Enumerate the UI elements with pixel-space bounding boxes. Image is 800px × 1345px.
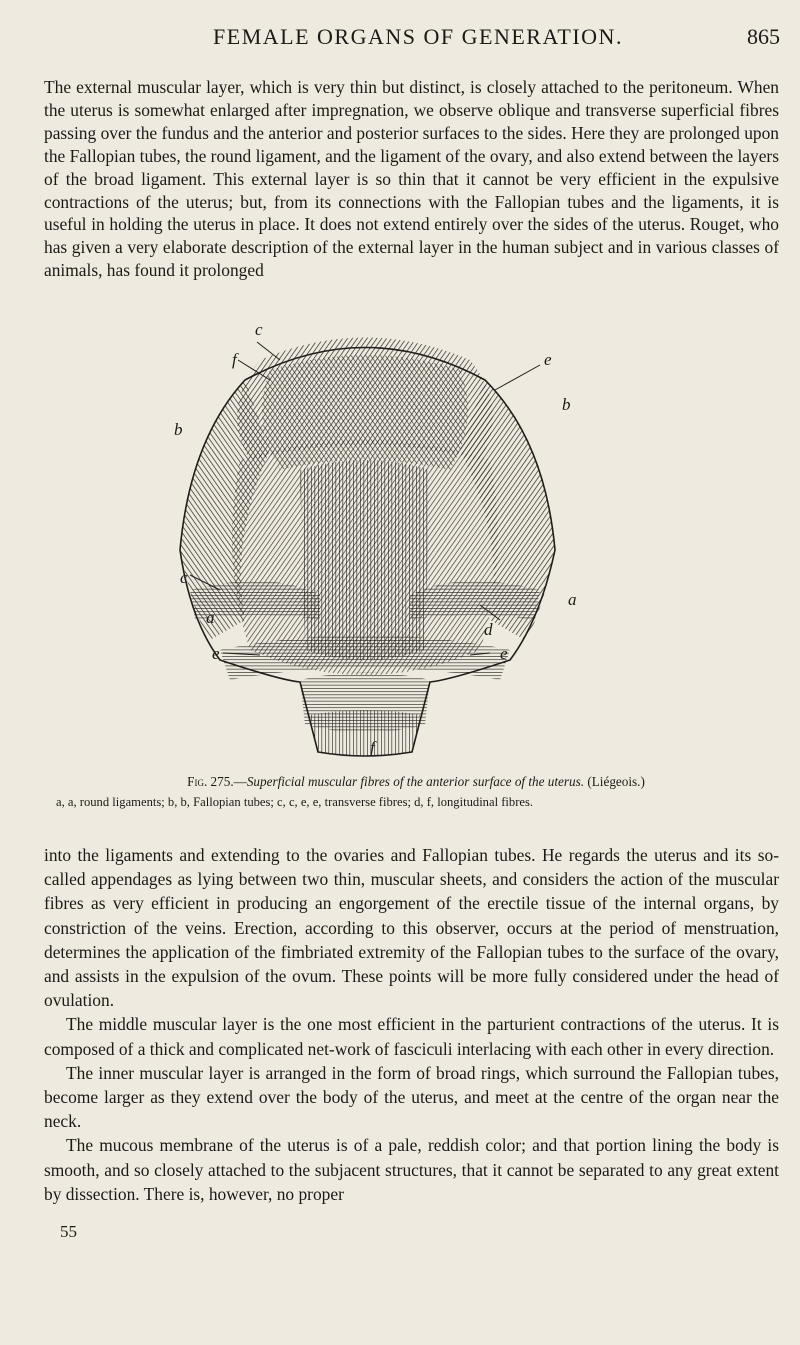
figure-label-f: f [232,350,237,369]
figure-label-c: c [255,320,263,339]
uterus-engraving [150,320,580,760]
uterus-illustration [150,320,580,760]
figure-label-e-left: e [212,644,220,663]
figure-label-c-left: c [180,568,188,587]
figure-label-a-left: a [206,608,215,627]
body-text-bottom [44,843,779,1206]
figure-label-e: e [544,350,552,369]
figure-label-e-right: e [500,644,508,663]
figure-label-b-right: b [562,395,571,414]
paragraph: The mucous membrane of the uterus is of a pale, reddish color; and that portion lining the body is smooth, and so closely attached to the subjacent structures, that it cannot be separated to any great extent by dissection. There is, however, no proper [44,1135,779,1204]
paragraph: The inner muscular layer is arranged in the form of broad rings, which surround the Fallopian tubes, become larger as they extend over the body of the uterus, and meet at the centre of the organ near the neck. [44,1062,779,1132]
figure-label-b-left: b [174,420,183,439]
caption-figure-number: Fig. 275.— [187,774,247,789]
page-number: 865 [747,24,780,49]
body-text-top [44,76,779,282]
running-title: FEMALE ORGANS OF GENERATION. [213,24,623,49]
figure-label-f-bottom: f [370,738,375,757]
paragraph: The middle muscular layer is the one most efficient in the parturient contractions of the uterus. It is composed of a thick and complicated net-work of fasciculi interlacing with each other in every direction. [44,1014,779,1059]
paragraph: into the ligaments and extending to the ovaries and Fallopian tubes. He regards the uterus and its so-called appendages as lying between two thin, muscular sheets, and considers the action of the muscular fibres as very efficient in producing an engorgement of the erectile tissue of the internal organs, by constriction of the veins. Erection, according to this observer, occurs at the period of menstruation, determines the application of the fimbriated extremity of the Fallopian tubes to the surface of the ovary, and assists in the expulsion of the ovum. These points will be more fully considered under the head of ovulation. [44,845,779,1011]
figure-caption-legend: a, a, round ligaments; b, b, Fallopian tubes; c, c, e, e, transverse fibres; d, f, longitudinal fibres. [56,795,534,809]
paragraph: The external muscular layer, which is very thin but distinct, is closely attached to the peritoneum. When the uterus is somewhat enlarged after impregnation, we observe oblique and transverse superficial fibres passing over the fundus and the anterior and posterior surfaces to the sides. Here they are prolonged upon the Fallopian tubes, the round ligament, and the ligament of the ovary, and also extend between the layers of the broad ligament. This external layer is so thin that it cannot be very efficient in the expulsive contractions of the uterus; but, from its connections with the Fallopian tubes and the ligaments, it is useful in holding the uterus in place. It does not extend entirely over the sides of the uterus. Rouget, who has given a very elaborate description of the external layer in the human subject and in various classes of animals, has found it prolonged [44,77,779,281]
caption-source: (Liégeois.) [584,774,645,789]
figure-label-d: d [484,620,493,639]
figure-label-a-right: a [568,590,577,609]
figure-caption-title [56,773,776,791]
caption-title: Superficial muscular fibres of the anterior surface of the uterus. [246,774,585,789]
signature-mark: 55 [60,1222,77,1241]
page-header [56,22,780,56]
